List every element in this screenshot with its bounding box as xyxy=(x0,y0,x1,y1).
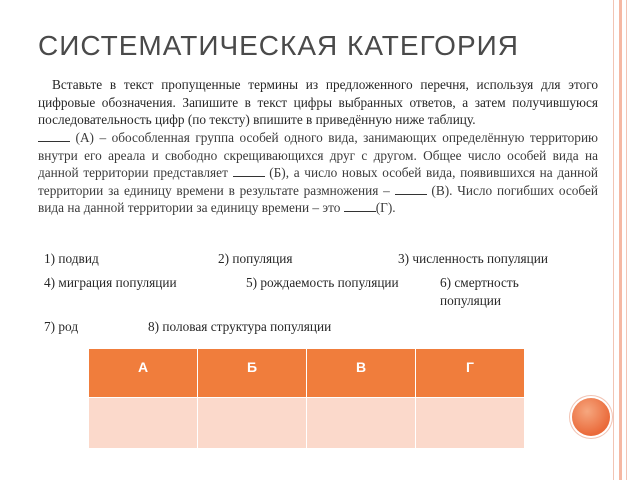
decorative-border-line xyxy=(626,0,627,480)
blank-a[interactable] xyxy=(38,130,70,142)
blank-b[interactable] xyxy=(233,165,265,177)
answer-cell-b[interactable] xyxy=(198,398,307,449)
header-cell-c: В xyxy=(307,349,416,398)
header-cell-a: А xyxy=(89,349,198,398)
answer-table-input-row xyxy=(89,398,525,449)
option-2: 2) популяция xyxy=(218,251,293,266)
task-instruction: Вставьте в текст пропущенные термины из предложенного перечня, используя для этого цифровые обозначения. Запишите в текст цифры выбранных ответов, а затем получившуюся последовательность цифр (по тексту) впишите в приведённую ниже таблицу. xyxy=(38,77,598,127)
option-8: 8) половая структура популяции xyxy=(148,319,332,334)
slide-title: СИСТЕМАТИЧЕСКАЯ КАТЕГОРИЯ xyxy=(38,30,519,61)
header-cell-d: Г xyxy=(416,349,525,398)
passage-part-4: (Г). xyxy=(375,200,396,215)
option-6: 6) смертность популяции xyxy=(440,275,519,308)
option-1: 1) подвид xyxy=(44,251,99,266)
blank-d[interactable] xyxy=(344,200,376,212)
passage-part-2: (Б), а число новых особей вида, появившихся на данной территории за единицу времени в результате размножения – xyxy=(38,165,599,198)
answer-cell-c[interactable] xyxy=(307,398,416,449)
answer-cell-a[interactable] xyxy=(89,398,198,449)
header-cell-b: Б xyxy=(198,349,307,398)
passage-part-1: (А) – обособленная группа особей одного вида, занимающих определённую территорию внутри его ареала и свободно скрещивающихся друг с другом. Общее число особей вида на данной территории представляет xyxy=(38,130,598,180)
answer-cell-d[interactable] xyxy=(416,398,525,449)
blank-c[interactable] xyxy=(395,183,427,195)
task-passage xyxy=(38,129,598,217)
option-4: 4) миграция популяции xyxy=(44,275,177,290)
answer-table xyxy=(88,348,525,449)
decorative-border-line xyxy=(619,0,622,480)
option-3: 3) численность популяции xyxy=(398,251,548,266)
decorative-circle xyxy=(572,398,610,436)
answer-table-header-row xyxy=(89,349,525,398)
passage-part-3: (В). Число погибших особей вида на данной территории за единицу времени – это xyxy=(38,182,598,215)
option-7: 7) род xyxy=(44,319,79,334)
option-5: 5) рождаемость популяции xyxy=(246,275,399,290)
decorative-border-line xyxy=(613,0,614,480)
